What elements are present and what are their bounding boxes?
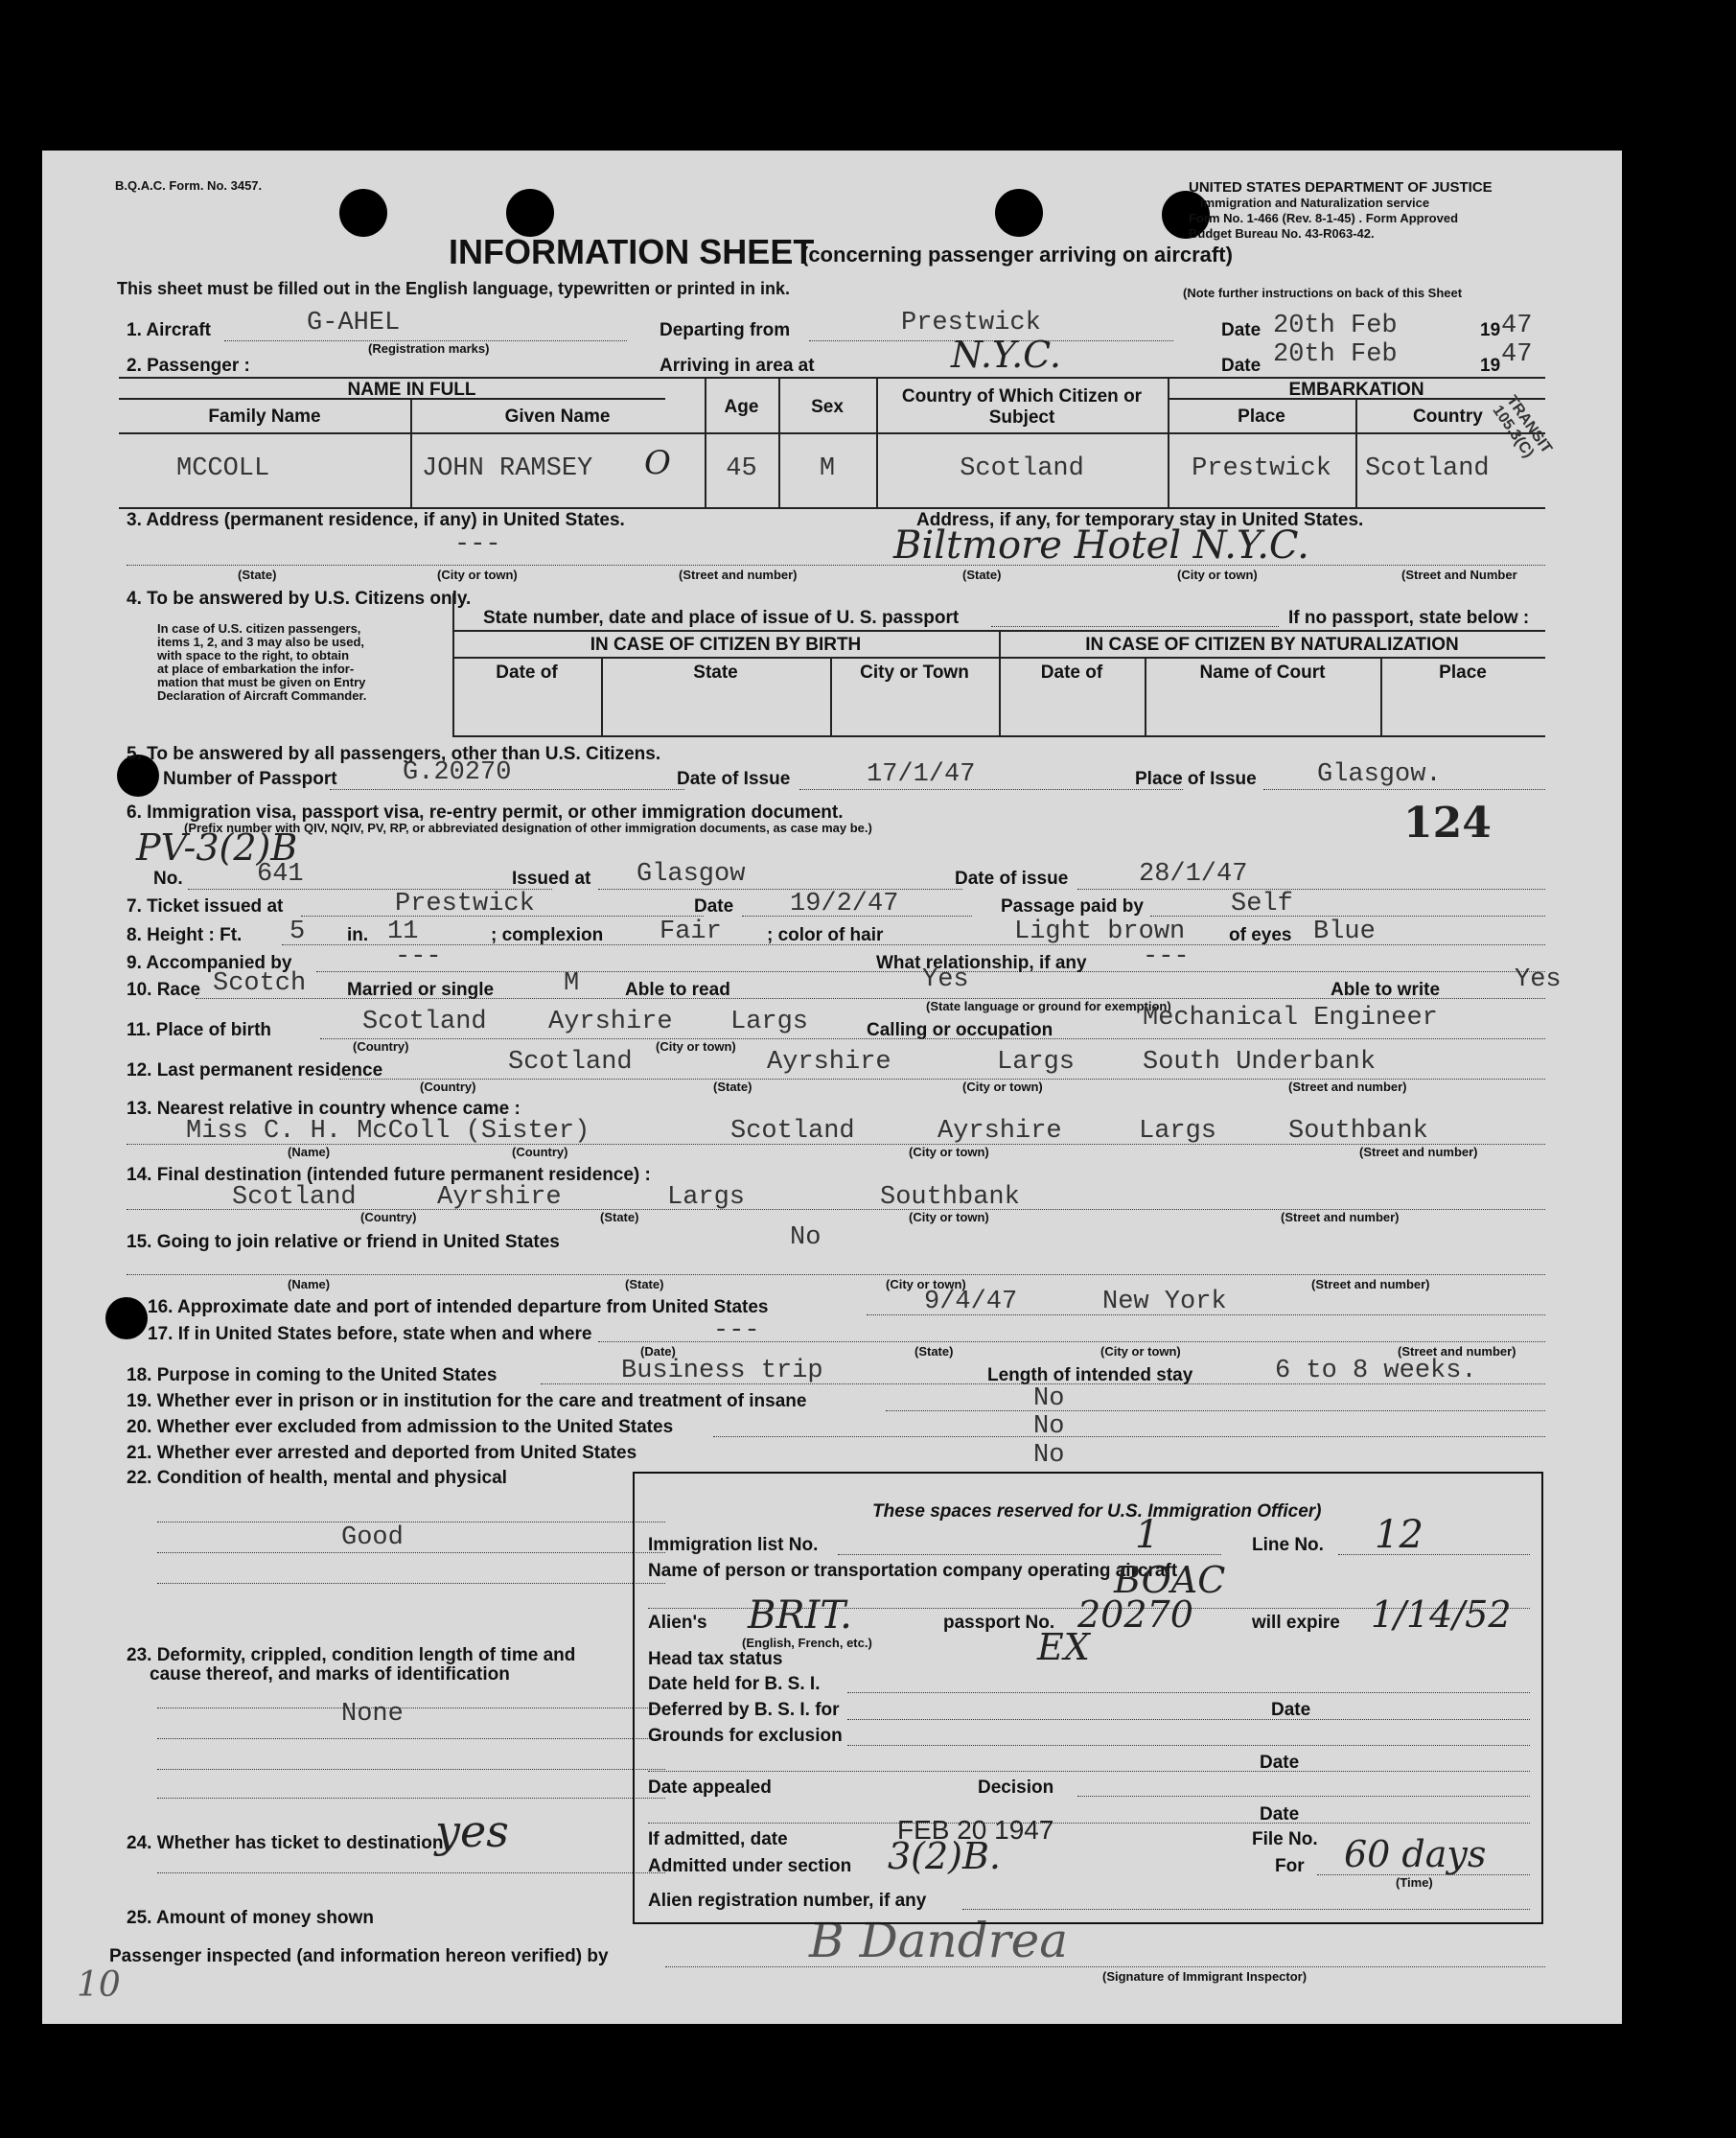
officer-held-label: Date held for B. S. I. bbox=[648, 1674, 821, 1694]
agency-budget: Budget Bureau No. 43-R063-42. bbox=[1189, 226, 1375, 241]
q6-issued-at-value: Glasgow bbox=[637, 860, 746, 889]
q9-rel-label: What relationship, if any bbox=[876, 953, 1087, 973]
q7-paid-label: Passage paid by bbox=[1001, 896, 1144, 917]
officer-company-value: BOAC bbox=[1114, 1559, 1226, 1601]
q9-rel-value: --- bbox=[1143, 942, 1190, 971]
aircraft-year-prefix: 19 bbox=[1480, 320, 1501, 340]
q8-hair-label: ; color of hair bbox=[767, 925, 884, 945]
citizens-note-3: with space to the right, to obtain bbox=[157, 648, 350, 662]
q10-write-label: Able to write bbox=[1331, 980, 1441, 1000]
q20-value: No bbox=[1033, 1412, 1065, 1441]
q7-date-label: Date bbox=[694, 896, 734, 917]
age-header: Age bbox=[724, 397, 759, 417]
further-note: (Note further instructions on back of this Sheet bbox=[1183, 286, 1463, 300]
q11-occupation: Mechanical Engineer bbox=[1143, 1004, 1438, 1033]
nat-court-col: Name of Court bbox=[1199, 662, 1326, 683]
q6-no-label: No. bbox=[153, 869, 183, 889]
officer-grounds-date-label: Date bbox=[1260, 1753, 1300, 1773]
q15-value: No bbox=[790, 1223, 822, 1252]
sex-header: Sex bbox=[811, 397, 844, 417]
arriving-label: Arriving in area at bbox=[660, 356, 815, 376]
punch-hole bbox=[506, 189, 554, 237]
officer-decision-date-label: Date bbox=[1260, 1804, 1300, 1824]
officer-admitted-label: If admitted, date bbox=[648, 1829, 788, 1849]
aircraft-value: G-AHEL bbox=[307, 309, 401, 337]
passenger-year-prefix: 19 bbox=[1480, 356, 1501, 376]
departing-label: Departing from bbox=[660, 320, 791, 340]
q17-value: --- bbox=[713, 1316, 760, 1345]
q10-sub: (State language or ground for exemption) bbox=[926, 999, 1171, 1013]
q14-city: Largs bbox=[667, 1183, 746, 1212]
q11-city: Largs bbox=[730, 1008, 809, 1036]
officer-deferred-label: Deferred by B. S. I. for bbox=[648, 1700, 840, 1720]
q10-label: 10. Race bbox=[127, 980, 201, 1000]
q16-port: New York bbox=[1102, 1288, 1227, 1316]
q8-eyes-value: Blue bbox=[1313, 918, 1376, 946]
q6-visa-hand: PV-3(2)B bbox=[136, 826, 298, 869]
citizen-nat-header: IN CASE OF CITIZEN BY NATURALIZATION bbox=[1085, 635, 1459, 655]
officer-list-label: Immigration list No. bbox=[648, 1535, 819, 1555]
agency-service: Immigration and Naturalization service bbox=[1200, 196, 1430, 210]
q8-hair-value: Light brown bbox=[1014, 918, 1186, 946]
q13-sub-city: (City or town) bbox=[909, 1145, 989, 1159]
officer-header: These spaces reserved for U.S. Immigration Officer) bbox=[872, 1501, 1322, 1522]
instructions: This sheet must be filled out in the English language, typewritten or printed in ink. bbox=[117, 279, 791, 298]
q17-sub-city: (City or town) bbox=[1100, 1344, 1181, 1359]
q7-paid-value: Self bbox=[1231, 890, 1293, 918]
transit-stamp: TRANSIT 105.3(C) bbox=[1489, 392, 1555, 461]
family-name-header: Family Name bbox=[208, 407, 321, 427]
agency-department: UNITED STATES DEPARTMENT OF JUSTICE bbox=[1189, 179, 1493, 196]
inspector-signature: B Dandrea bbox=[809, 1913, 1069, 1968]
given-name-value: JOHN RAMSEY bbox=[422, 454, 593, 483]
q9-label: 9. Accompanied by bbox=[127, 953, 292, 973]
q10-write-value: Yes bbox=[1515, 965, 1562, 994]
given-name-header: Given Name bbox=[504, 407, 611, 427]
q14-state: Ayrshire bbox=[437, 1183, 562, 1212]
aircraft-date-label: Date bbox=[1221, 320, 1261, 340]
officer-section-value: 3(2)B. bbox=[888, 1835, 1002, 1877]
q6-label: 6. Immigration visa, passport visa, re-entry permit, or other immigration document. bbox=[127, 802, 844, 823]
birth-state-col: State bbox=[693, 662, 738, 683]
officer-expire-label: will expire bbox=[1252, 1613, 1340, 1633]
q6-no-value: 641 bbox=[257, 860, 304, 889]
temp-col-state: (State) bbox=[962, 568, 1002, 582]
embarkation-country-value: Scotland bbox=[1365, 454, 1490, 483]
q13-street: Southbank bbox=[1288, 1117, 1428, 1146]
q18-value: Business trip bbox=[621, 1357, 823, 1385]
aircraft-label: 1. Aircraft bbox=[127, 320, 211, 340]
q10-married-label: Married or single bbox=[347, 980, 495, 1000]
address-value: --- bbox=[454, 530, 501, 559]
q12-sub-country: (Country) bbox=[420, 1080, 476, 1094]
q11-calling-label: Calling or occupation bbox=[867, 1020, 1053, 1040]
passport-number-value: G.20270 bbox=[403, 758, 512, 787]
embarkation-country-header: Country bbox=[1413, 407, 1483, 427]
passenger-date-label: Date bbox=[1221, 356, 1261, 376]
q6-hand-number: 124 bbox=[1403, 799, 1492, 848]
q11-sub-country: (Country) bbox=[353, 1039, 409, 1054]
q8-ft-value: 5 bbox=[289, 918, 306, 946]
officer-decision-label: Decision bbox=[978, 1778, 1054, 1798]
q13-city: Largs bbox=[1139, 1117, 1217, 1146]
q12-city: Largs bbox=[997, 1048, 1076, 1077]
officer-company-label: Name of person or transportation company operating aircraft bbox=[648, 1561, 1178, 1581]
q14-street: Southbank bbox=[880, 1183, 1020, 1212]
q13-label: 13. Nearest relative in country whence came : bbox=[127, 1099, 521, 1119]
officer-line-label: Line No. bbox=[1252, 1535, 1324, 1555]
officer-appealed-label: Date appealed bbox=[648, 1778, 772, 1798]
q12-label: 12. Last permanent residence bbox=[127, 1060, 383, 1081]
q8-in-label: in. bbox=[347, 925, 369, 945]
q7-label: 7. Ticket issued at bbox=[127, 896, 284, 917]
citizens-label: 4. To be answered by U.S. Citizens only. bbox=[127, 589, 472, 609]
signature-caption: (Signature of Immigrant Inspector) bbox=[1102, 1969, 1308, 1984]
name-in-full-header: NAME IN FULL bbox=[347, 380, 476, 400]
q8-complexion-label: ; complexion bbox=[491, 925, 604, 945]
officer-admitted-value: FEB 20 1947 bbox=[897, 1815, 1054, 1845]
q23-value: None bbox=[341, 1700, 404, 1729]
place-issue-value: Glasgow. bbox=[1317, 760, 1442, 789]
q25-label: 25. Amount of money shown bbox=[127, 1908, 374, 1928]
q12-country: Scotland bbox=[508, 1048, 633, 1077]
q12-state: Ayrshire bbox=[767, 1048, 891, 1077]
place-issue-label: Place of Issue bbox=[1135, 769, 1257, 789]
q10-read-value: Yes bbox=[922, 965, 969, 994]
q21-value: No bbox=[1033, 1441, 1065, 1470]
nat-date-col: Date of bbox=[1040, 662, 1103, 683]
temp-address-label: Address, if any, for temporary stay in United States. bbox=[916, 510, 1364, 530]
q15-sub-name: (Name) bbox=[288, 1277, 331, 1291]
officer-alien-reg-label: Alien registration number, if any bbox=[648, 1891, 927, 1911]
issue-date-label: Date of Issue bbox=[677, 769, 791, 789]
q14-label: 14. Final destination (intended future permanent residence) : bbox=[127, 1165, 651, 1185]
passport-number-label: Number of Passport bbox=[163, 769, 337, 789]
q7-date-value: 19/2/47 bbox=[790, 890, 899, 918]
q23-label-1: 23. Deformity, crippled, condition length of time and bbox=[127, 1645, 576, 1665]
q17-sub-state: (State) bbox=[914, 1344, 954, 1359]
q8-eyes-label: of eyes bbox=[1229, 925, 1292, 945]
q8-complexion-value: Fair bbox=[660, 918, 722, 946]
q12-sub-city: (City or town) bbox=[962, 1080, 1043, 1094]
officer-alien-label: Alien's bbox=[648, 1613, 707, 1633]
officer-passport-value: 20270 bbox=[1077, 1593, 1193, 1636]
temp-address-value: Biltmore Hotel N.Y.C. bbox=[893, 523, 1309, 568]
q6-date-label: Date of issue bbox=[955, 869, 1069, 889]
citizens-note-5: mation that must be given on Entry bbox=[157, 675, 366, 689]
agency-form-no: Form No. 1-466 (Rev. 8-1-45) . Form Approved bbox=[1189, 211, 1459, 225]
q16-date: 9/4/47 bbox=[924, 1288, 1018, 1316]
q24-hand: yes bbox=[435, 1805, 509, 1857]
q24-label: 24. Whether has ticket to destination bbox=[127, 1833, 444, 1853]
punch-hole bbox=[105, 1297, 148, 1339]
q19-label: 19. Whether ever in prison or in institution for the care and treatment of insane bbox=[127, 1391, 807, 1411]
q16-label: 16. Approximate date and port of intended departure from United States bbox=[148, 1297, 769, 1317]
q13-county: Ayrshire bbox=[937, 1117, 1062, 1146]
passenger-label: 2. Passenger : bbox=[127, 356, 250, 376]
q5-label: 5. To be answered by all passengers, other than U.S. Citizens. bbox=[127, 744, 661, 764]
q13-sub-street: (Street and number) bbox=[1359, 1145, 1478, 1159]
officer-alien-value: BRIT. bbox=[748, 1593, 852, 1638]
embarkation-place-header: Place bbox=[1238, 407, 1285, 427]
q6-issued-at-label: Issued at bbox=[512, 869, 591, 889]
departing-value: Prestwick bbox=[901, 309, 1041, 337]
q17-sub-date: (Date) bbox=[640, 1344, 676, 1359]
q11-sub-city: (City or town) bbox=[656, 1039, 736, 1054]
q9-value: --- bbox=[395, 942, 442, 971]
passenger-year: 47 bbox=[1501, 340, 1533, 369]
q8-label: 8. Height : Ft. bbox=[127, 925, 243, 945]
q11-country: Scotland bbox=[362, 1008, 487, 1036]
q19-value: No bbox=[1033, 1384, 1065, 1413]
q13-country: Scotland bbox=[730, 1117, 855, 1146]
q8-in-value: 11 bbox=[387, 918, 419, 946]
birth-date-col: Date of bbox=[496, 662, 558, 683]
q17-sub-street: (Street and number) bbox=[1398, 1344, 1516, 1359]
q10-read-label: Able to read bbox=[625, 980, 730, 1000]
q13-sub-country: (Country) bbox=[512, 1145, 568, 1159]
issue-date-value: 17/1/47 bbox=[867, 760, 976, 789]
officer-for-value: 60 days bbox=[1344, 1833, 1487, 1875]
q14-sub-state: (State) bbox=[600, 1210, 639, 1224]
q12-sub-state: (State) bbox=[713, 1080, 752, 1094]
q14-sub-country: (Country) bbox=[360, 1210, 417, 1224]
citizens-note-2: items 1, 2, and 3 may also be used, bbox=[157, 635, 365, 649]
q21-label: 21. Whether ever arrested and deported from United States bbox=[127, 1443, 637, 1463]
officer-headtax-label: Head tax status bbox=[648, 1649, 783, 1669]
q15-label: 15. Going to join relative or friend in United States bbox=[127, 1232, 560, 1252]
q6-sub: (Prefix number with QIV, NQIV, PV, RP, or abbreviated designation of other immigration documents, as case may be.) bbox=[184, 821, 872, 835]
q13-sub-name: (Name) bbox=[288, 1145, 331, 1159]
officer-grounds-label: Grounds for exclusion bbox=[648, 1726, 843, 1746]
address-col-street: (Street and number) bbox=[679, 568, 798, 582]
q14-sub-city: (City or town) bbox=[909, 1210, 989, 1224]
q20-label: 20. Whether ever excluded from admission to the United States bbox=[127, 1417, 674, 1437]
q12-street: South Underbank bbox=[1143, 1048, 1377, 1077]
q18-label: 18. Purpose in coming to the United States bbox=[127, 1365, 498, 1385]
q15-sub-state: (State) bbox=[625, 1277, 664, 1291]
q14-sub-street: (Street and number) bbox=[1281, 1210, 1400, 1224]
birth-city-col: City or Town bbox=[860, 662, 969, 683]
family-name-value: MCCOLL bbox=[176, 454, 270, 483]
q12-sub-street: (Street and number) bbox=[1288, 1080, 1407, 1094]
given-name-mark: O bbox=[644, 444, 671, 482]
officer-deferred-date-label: Date bbox=[1271, 1700, 1311, 1720]
citizens-note-1: In case of U.S. citizen passengers, bbox=[157, 621, 361, 636]
address-col-city: (City or town) bbox=[437, 568, 518, 582]
temp-col-city: (City or town) bbox=[1177, 568, 1258, 582]
q10-married-value: M bbox=[564, 969, 580, 998]
q22-value: Good bbox=[341, 1523, 404, 1552]
q18-stay-label: Length of intended stay bbox=[987, 1365, 1193, 1385]
q18-stay-value: 6 to 8 weeks. bbox=[1275, 1357, 1477, 1385]
page-subtitle: (concerning passenger arriving on aircraft) bbox=[801, 243, 1233, 267]
address-col-state: (State) bbox=[238, 568, 277, 582]
q11-county: Ayrshire bbox=[548, 1008, 673, 1036]
aircraft-date: 20th Feb bbox=[1273, 312, 1398, 340]
officer-expire-value: 1/14/52 bbox=[1371, 1593, 1512, 1636]
temp-col-street: (Street and Number bbox=[1401, 568, 1517, 582]
q13-name: Miss C. H. McColl (Sister) bbox=[186, 1117, 590, 1146]
aircraft-sub: (Registration marks) bbox=[368, 341, 490, 356]
officer-line-value: 12 bbox=[1375, 1513, 1424, 1557]
inspected-label: Passenger inspected (and information hereon verified) by bbox=[109, 1946, 609, 1966]
q23-label-2: cause thereof, and marks of identification bbox=[150, 1664, 510, 1685]
officer-list-value: 1 bbox=[1135, 1513, 1160, 1557]
citizen-value: Scotland bbox=[960, 454, 1084, 483]
embarkation-header: EMBARKATION bbox=[1288, 380, 1424, 400]
q7-value: Prestwick bbox=[395, 890, 535, 918]
officer-file-label: File No. bbox=[1252, 1829, 1318, 1849]
citizens-note-6: Declaration of Aircraft Commander. bbox=[157, 688, 367, 703]
q6-date-value: 28/1/47 bbox=[1139, 860, 1248, 889]
nat-place-col: Place bbox=[1439, 662, 1487, 683]
page-title: INFORMATION SHEET bbox=[449, 232, 815, 271]
officer-alien-sub: (English, French, etc.) bbox=[742, 1636, 872, 1650]
address-label: 3. Address (permanent residence, if any) in United States. bbox=[127, 510, 625, 530]
information-sheet bbox=[42, 151, 1622, 2024]
punch-hole bbox=[995, 189, 1043, 237]
q15-sub-city: (City or town) bbox=[886, 1277, 966, 1291]
officer-time-sub: (Time) bbox=[1396, 1875, 1433, 1890]
punch-hole bbox=[339, 189, 387, 237]
officer-section-label: Admitted under section bbox=[648, 1856, 852, 1876]
us-passport-label: State number, date and place of issue of U. S. passport bbox=[483, 608, 960, 628]
aircraft-year: 47 bbox=[1501, 312, 1533, 340]
citizens-note-4: at place of embarkation the infor- bbox=[157, 662, 355, 676]
q22-label: 22. Condition of health, mental and physical bbox=[127, 1468, 507, 1488]
arriving-value: N.Y.C. bbox=[951, 334, 1061, 376]
officer-headtax-value: EX bbox=[1037, 1626, 1090, 1668]
passenger-date: 20th Feb bbox=[1273, 340, 1398, 369]
no-passport-label: If no passport, state below : bbox=[1288, 608, 1530, 628]
form-number: B.Q.A.C. Form. No. 3457. bbox=[115, 178, 263, 193]
margin-note: 10 bbox=[77, 1965, 121, 2005]
q15-sub-street: (Street and number) bbox=[1311, 1277, 1430, 1291]
q17-label: 17. If in United States before, state when and where bbox=[148, 1324, 592, 1344]
sex-value: M bbox=[819, 454, 836, 483]
officer-passport-label: passport No. bbox=[943, 1613, 1055, 1633]
country-citizen-header: Country of Which Citizen or Subject bbox=[901, 386, 1143, 428]
citizen-birth-header: IN CASE OF CITIZEN BY BIRTH bbox=[590, 635, 862, 655]
q14-country: Scotland bbox=[232, 1183, 357, 1212]
q11-label: 11. Place of birth bbox=[127, 1020, 271, 1040]
q10-race-value: Scotch bbox=[213, 969, 307, 998]
embarkation-place-value: Prestwick bbox=[1192, 454, 1331, 483]
age-value: 45 bbox=[726, 454, 757, 483]
officer-for-label: For bbox=[1275, 1856, 1305, 1876]
